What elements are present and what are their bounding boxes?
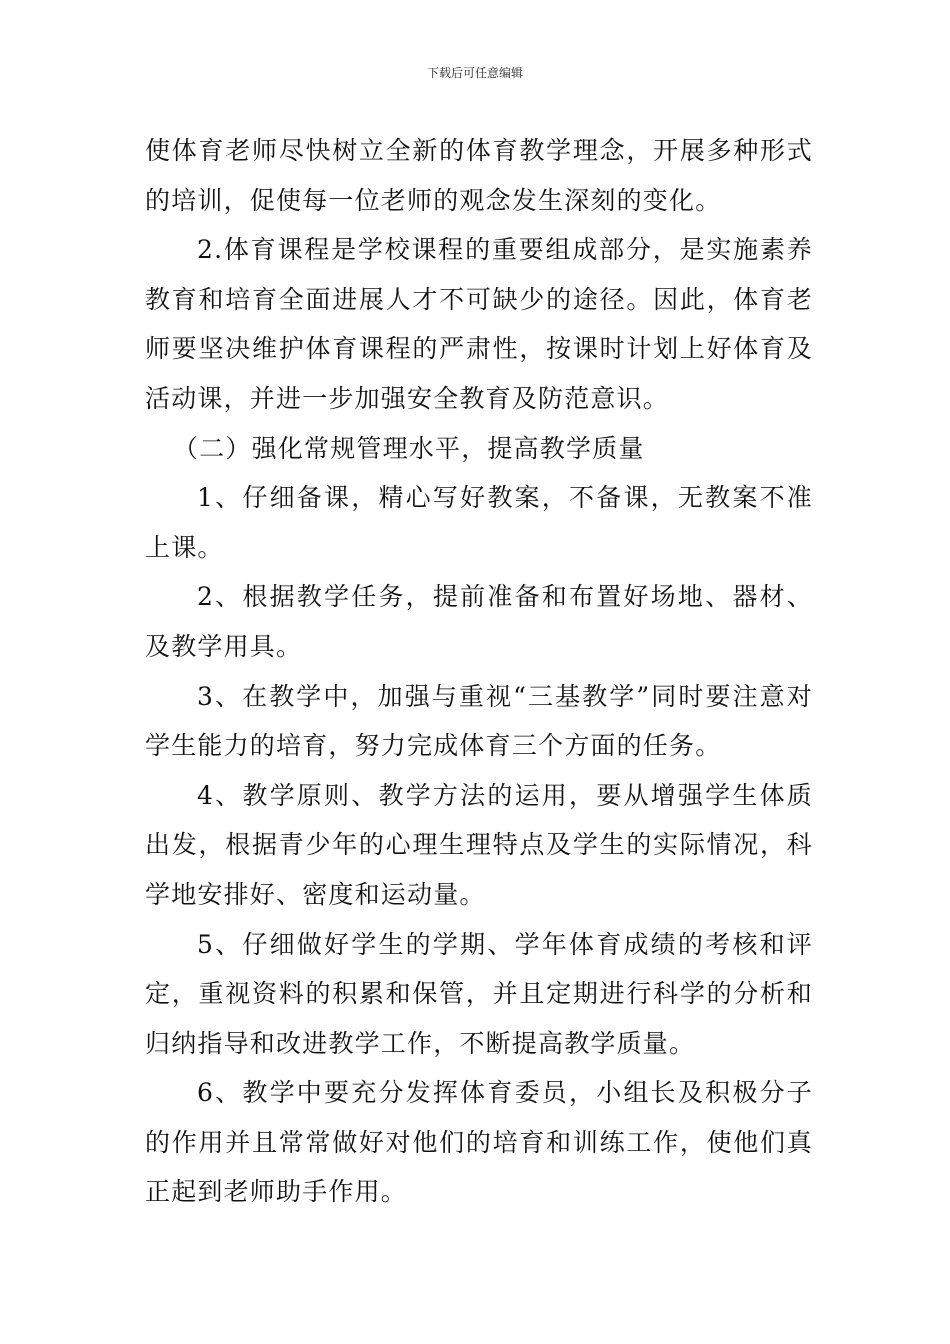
paragraph: 2.体育课程是学校课程的重要组成部分，是实施素养教育和培育全面进展人才不可缺少的途径。因此，体育老师要坚决维护体育课程的严肃性，按课时计划上好体育及活动课，并进一步加强安全教育及防范意识。	[145, 235, 813, 413]
list-item: 3、在教学中，加强与重视“三基教学”同时要注意对学生能力的培育，努力完成体育三个方面的任务。	[145, 681, 813, 761]
list-item: 2、根据教学任务，提前准备和布置好场地、器材、及教学用具。	[145, 582, 813, 661]
section-heading: （二）强化常规管理水平，提高教学质量	[173, 433, 645, 463]
list-item: 1、仔细备课，精心写好教案，不备课，无教案不准上课。	[145, 483, 813, 562]
list-item: 5、仔细做好学生的学期、学年体育成绩的考核和评定，重视资料的积累和保管，并且定期进行科学的分析和归纳指导和改进教学工作，不断提高教学质量。	[145, 929, 813, 1058]
document-body	[145, 126, 813, 1217]
paragraph: 使体育老师尽快树立全新的体育教学理念，开展多种形式的培训，促使每一位老师的观念发生深刻的变化。	[145, 136, 813, 215]
list-item: 6、教学中要充分发挥体育委员，小组长及积极分子的作用并且常常做好对他们的培育和训练工作，使他们真正起到老师助手作用。	[145, 1078, 813, 1207]
list-item: 4、教学原则、教学方法的运用，要从增强学生体质出发，根据青少年的心理生理特点及学生的实际情况，科学地安排好、密度和运动量。	[145, 780, 813, 909]
page-header: 下载后可任意编辑	[426, 66, 523, 80]
